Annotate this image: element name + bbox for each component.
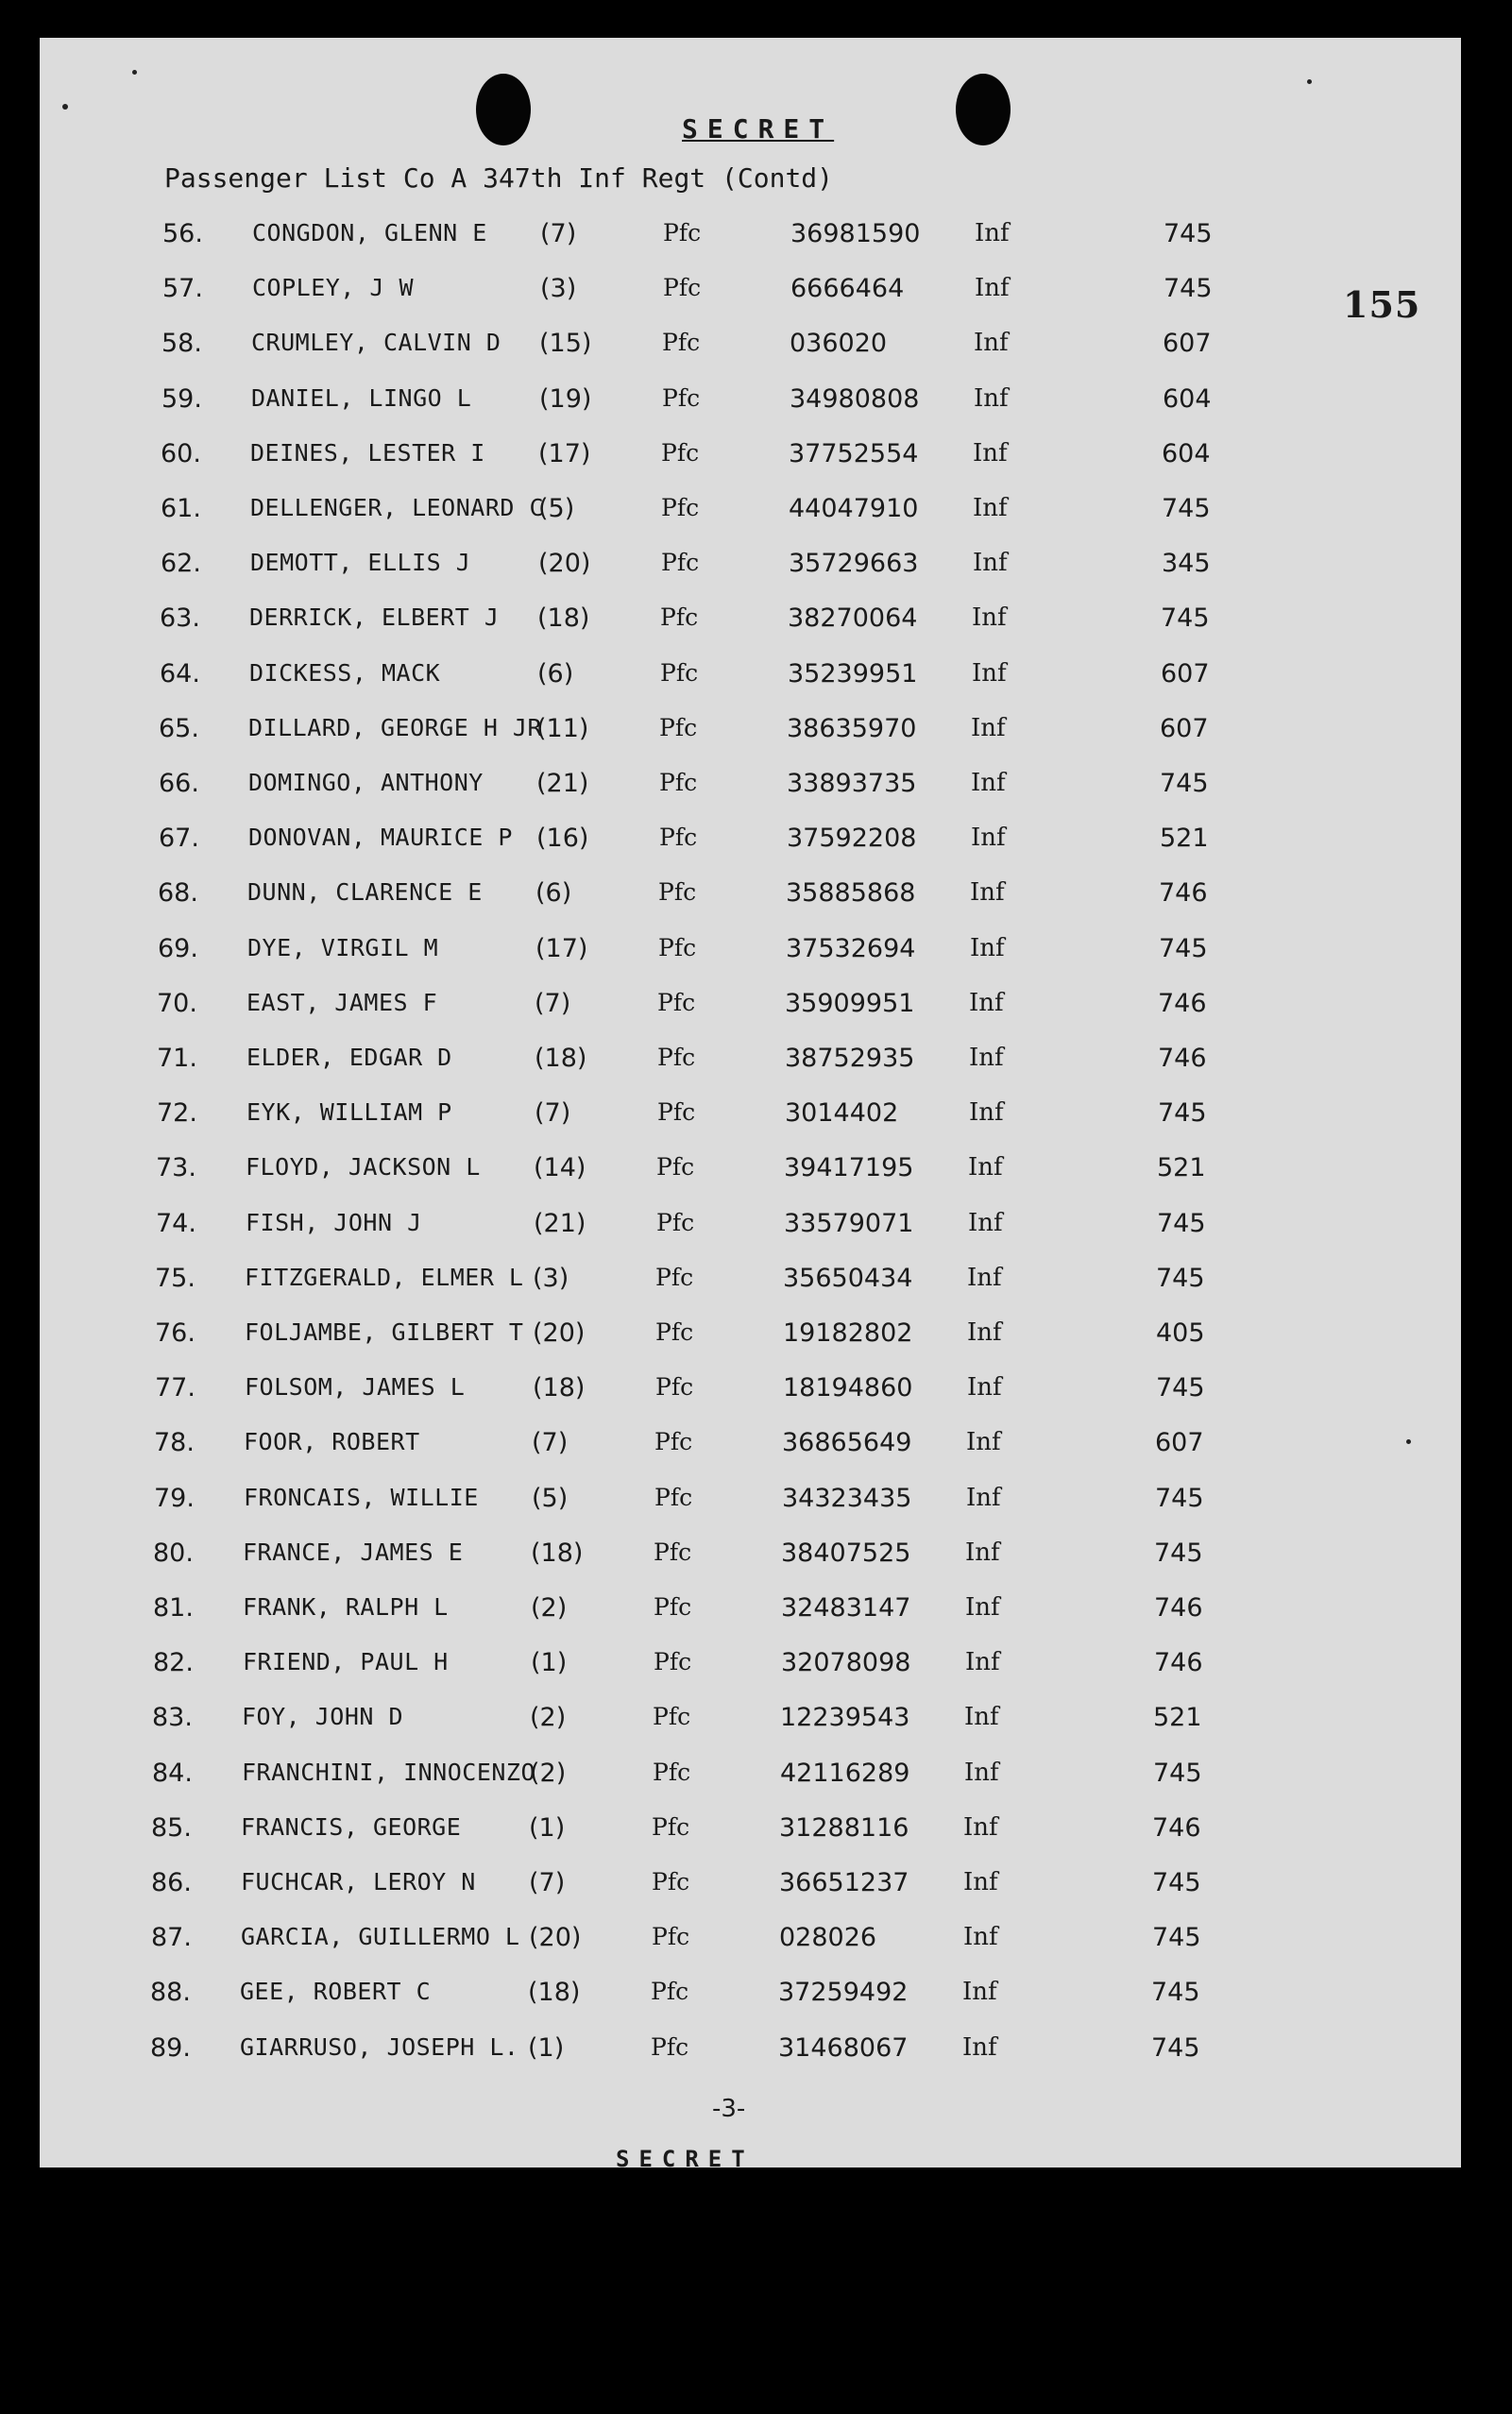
specialty-code: 607 xyxy=(1161,658,1210,688)
row-number: 80. xyxy=(153,1538,194,1568)
specialty-code: 405 xyxy=(1156,1318,1205,1348)
row-number: 61. xyxy=(161,494,201,523)
serial-number: 37532694 xyxy=(786,933,916,963)
branch: Inf xyxy=(973,494,1008,522)
branch: Inf xyxy=(968,1208,1003,1237)
specialty-code: 745 xyxy=(1162,494,1211,523)
row-number: 87. xyxy=(151,1923,192,1953)
serial-number: 33579071 xyxy=(784,1208,914,1238)
serial-number: 39417195 xyxy=(784,1153,914,1183)
rank: Pfc xyxy=(662,383,701,412)
passenger-name: CONGDON, GLENN E xyxy=(252,219,487,246)
specialty-code: 745 xyxy=(1156,1263,1205,1293)
serial-number: 37259492 xyxy=(778,1978,909,2008)
punch-hole-left xyxy=(476,74,531,145)
serial-number: 44047910 xyxy=(789,494,919,523)
specialty-code: 745 xyxy=(1155,1483,1204,1513)
branch: Inf xyxy=(969,988,1004,1017)
branch: Inf xyxy=(973,549,1008,578)
branch: Inf xyxy=(962,2032,997,2062)
row-number: 71. xyxy=(157,1044,197,1073)
group-number: (7) xyxy=(532,1428,569,1458)
passenger-name: DUNN, CLARENCE E xyxy=(247,878,483,907)
row-number: 66. xyxy=(159,769,199,798)
passenger-name: DERRICK, ELBERT J xyxy=(249,604,500,632)
specialty-code: 521 xyxy=(1153,1703,1202,1733)
passenger-name: FOY, JOHN D xyxy=(242,1703,404,1731)
row-number: 67. xyxy=(159,824,199,854)
row-number: 56. xyxy=(162,219,203,248)
row-number: 89. xyxy=(150,2032,191,2063)
group-number: (3) xyxy=(540,274,577,304)
specialty-code: 746 xyxy=(1159,878,1208,909)
row-number: 84. xyxy=(152,1758,193,1788)
rank: Pfc xyxy=(651,2032,689,2061)
branch: Inf xyxy=(964,1758,999,1787)
serial-number: 34323435 xyxy=(782,1483,912,1513)
row-number: 65. xyxy=(159,713,199,743)
branch: Inf xyxy=(975,274,1010,303)
specialty-code: 604 xyxy=(1163,383,1212,414)
row-number: 72. xyxy=(157,1098,197,1129)
serial-number: 12239543 xyxy=(780,1703,910,1733)
passenger-name: DONOVAN, MAURICE P xyxy=(248,824,513,852)
branch: Inf xyxy=(970,933,1005,962)
row-number: 86. xyxy=(151,1868,192,1897)
rank: Pfc xyxy=(655,1263,694,1291)
rank: Pfc xyxy=(657,1098,696,1127)
branch: Inf xyxy=(967,1318,1002,1347)
rank: Pfc xyxy=(657,988,696,1016)
group-number: (18) xyxy=(537,604,590,634)
specialty-code: 607 xyxy=(1163,329,1212,359)
rank: Pfc xyxy=(661,494,700,521)
rank: Pfc xyxy=(656,1153,695,1182)
rank: Pfc xyxy=(660,658,699,687)
passenger-name: COPLEY, J W xyxy=(252,274,415,302)
passenger-name: FLOYD, JACKSON L xyxy=(246,1153,481,1182)
branch: Inf xyxy=(969,1044,1004,1072)
group-number: (18) xyxy=(531,1538,584,1568)
group-number: (1) xyxy=(528,2032,565,2063)
passenger-name: DEMOTT, ELLIS J xyxy=(250,549,471,577)
specialty-code: 607 xyxy=(1155,1428,1204,1458)
document-page xyxy=(40,38,1461,2172)
branch: Inf xyxy=(973,438,1008,468)
specialty-code: 745 xyxy=(1152,1923,1201,1953)
document-title: Passenger List Co A 347th Inf Regt (Contd) xyxy=(164,162,834,194)
group-number: (6) xyxy=(537,658,574,688)
rank: Pfc xyxy=(654,1538,692,1566)
group-number: (18) xyxy=(533,1373,586,1403)
footer-classification: SECRET xyxy=(616,2146,755,2172)
speck xyxy=(1406,1439,1411,1444)
rank: Pfc xyxy=(660,604,699,632)
specialty-code: 745 xyxy=(1153,1758,1202,1788)
serial-number: 18194860 xyxy=(783,1373,913,1403)
branch: Inf xyxy=(975,219,1010,247)
row-number: 81. xyxy=(153,1593,194,1623)
rank: Pfc xyxy=(659,713,698,741)
specialty-code: 746 xyxy=(1154,1648,1203,1678)
serial-number: 42116289 xyxy=(780,1758,910,1788)
branch: Inf xyxy=(968,1153,1003,1182)
serial-number: 19182802 xyxy=(783,1318,913,1348)
branch: Inf xyxy=(974,329,1009,358)
branch: Inf xyxy=(965,1593,1000,1622)
group-number: (21) xyxy=(534,1208,586,1238)
serial-number: 35729663 xyxy=(789,549,919,579)
serial-number: 35909951 xyxy=(785,988,915,1018)
passenger-name: DYE, VIRGIL M xyxy=(247,933,439,961)
serial-number: 35885868 xyxy=(786,878,916,909)
rank: Pfc xyxy=(661,549,700,577)
serial-number: 31288116 xyxy=(779,1812,909,1843)
specialty-code: 745 xyxy=(1160,769,1209,798)
group-number: (1) xyxy=(529,1812,566,1843)
group-number: (20) xyxy=(529,1923,582,1953)
row-number: 76. xyxy=(155,1318,195,1348)
rank: Pfc xyxy=(663,274,702,302)
branch: Inf xyxy=(963,1812,998,1842)
branch: Inf xyxy=(966,1483,1001,1512)
branch: Inf xyxy=(963,1868,998,1896)
rank: Pfc xyxy=(654,1428,693,1456)
passenger-name: ELDER, EDGAR D xyxy=(246,1044,452,1071)
passenger-name: FRONCAIS, WILLIE xyxy=(244,1483,479,1511)
branch: Inf xyxy=(971,713,1006,742)
passenger-name: DILLARD, GEORGE H JR xyxy=(248,713,543,741)
serial-number: 3014402 xyxy=(785,1098,899,1129)
group-number: (17) xyxy=(538,438,591,468)
row-number: 62. xyxy=(161,549,201,579)
specialty-code: 345 xyxy=(1162,549,1211,579)
branch: Inf xyxy=(965,1538,1000,1567)
group-number: (16) xyxy=(536,824,589,854)
header-classification: SECRET xyxy=(682,113,835,144)
serial-number: 36865649 xyxy=(782,1428,912,1458)
branch: Inf xyxy=(962,1978,997,2007)
group-number: (1) xyxy=(531,1648,568,1678)
rank: Pfc xyxy=(655,1373,694,1402)
passenger-name: EAST, JAMES F xyxy=(246,988,438,1016)
branch: Inf xyxy=(972,658,1007,688)
passenger-name: FOLJAMBE, GILBERT T xyxy=(245,1318,524,1346)
passenger-name: FRANK, RALPH L xyxy=(243,1593,449,1621)
group-number: (5) xyxy=(538,494,575,523)
branch: Inf xyxy=(967,1263,1002,1292)
rank: Pfc xyxy=(659,769,698,796)
group-number: (19) xyxy=(539,383,592,414)
branch: Inf xyxy=(966,1428,1001,1457)
serial-number: 31468067 xyxy=(778,2032,909,2063)
page-number: -3- xyxy=(712,2095,746,2123)
rank: Pfc xyxy=(658,933,697,961)
passenger-name: FRANCHINI, INNOCENZO xyxy=(242,1758,536,1786)
passenger-name: FRIEND, PAUL H xyxy=(243,1648,449,1676)
passenger-name: DOMINGO, ANTHONY xyxy=(248,769,484,796)
rank: Pfc xyxy=(652,1923,690,1951)
rank: Pfc xyxy=(661,438,700,467)
branch: Inf xyxy=(971,769,1006,797)
passenger-name: FISH, JOHN J xyxy=(246,1208,422,1236)
row-number: 77. xyxy=(155,1373,195,1403)
specialty-code: 746 xyxy=(1154,1593,1203,1623)
row-number: 78. xyxy=(154,1428,195,1458)
passenger-name: EYK, WILLIAM P xyxy=(246,1098,452,1127)
serial-number: 32078098 xyxy=(781,1648,911,1678)
speck xyxy=(132,70,137,75)
row-number: 68. xyxy=(158,878,198,909)
group-number: (18) xyxy=(528,1978,581,2008)
passenger-name: FOOR, ROBERT xyxy=(244,1428,420,1456)
branch: Inf xyxy=(967,1373,1002,1402)
rank: Pfc xyxy=(652,1868,690,1896)
group-number: (20) xyxy=(533,1318,586,1348)
group-number: (15) xyxy=(539,329,592,359)
specialty-code: 745 xyxy=(1164,274,1213,304)
passenger-name: FRANCE, JAMES E xyxy=(243,1538,464,1566)
rank: Pfc xyxy=(657,1044,696,1071)
serial-number: 36651237 xyxy=(779,1868,909,1897)
branch: Inf xyxy=(969,1098,1004,1128)
rank: Pfc xyxy=(662,329,701,357)
specialty-code: 745 xyxy=(1152,1868,1201,1897)
rank: Pfc xyxy=(656,1208,695,1236)
row-number: 82. xyxy=(153,1648,194,1678)
specialty-code: 746 xyxy=(1158,1044,1207,1073)
passenger-name: GARCIA, GUILLERMO L xyxy=(241,1923,520,1951)
specialty-code: 745 xyxy=(1154,1538,1203,1568)
group-number: (17) xyxy=(535,933,588,963)
branch: Inf xyxy=(970,878,1005,908)
passenger-name: GIARRUSO, JOSEPH L. xyxy=(240,2032,519,2061)
page-stamp-number: 155 xyxy=(1343,283,1421,326)
serial-number: 38270064 xyxy=(788,604,918,634)
serial-number: 37592208 xyxy=(787,824,917,854)
specialty-code: 745 xyxy=(1158,1098,1207,1129)
rank: Pfc xyxy=(654,1648,692,1676)
rank: Pfc xyxy=(659,824,698,852)
group-number: (2) xyxy=(530,1703,567,1733)
group-number: (14) xyxy=(534,1153,586,1183)
row-number: 57. xyxy=(162,274,203,304)
branch: Inf xyxy=(963,1923,998,1952)
branch: Inf xyxy=(971,824,1006,853)
row-number: 64. xyxy=(160,658,200,688)
row-number: 69. xyxy=(158,933,198,963)
rank: Pfc xyxy=(654,1593,692,1621)
specialty-code: 745 xyxy=(1151,1978,1200,2008)
row-number: 58. xyxy=(161,329,202,359)
group-number: (2) xyxy=(531,1593,568,1623)
row-number: 88. xyxy=(150,1978,191,2008)
specialty-code: 745 xyxy=(1157,1208,1206,1238)
serial-number: 37752554 xyxy=(789,438,919,468)
group-number: (6) xyxy=(535,878,572,909)
serial-number: 036020 xyxy=(790,329,888,359)
punch-hole-right xyxy=(956,74,1011,145)
group-number: (21) xyxy=(536,769,589,798)
row-number: 59. xyxy=(161,383,202,414)
serial-number: 32483147 xyxy=(781,1593,911,1623)
specialty-code: 746 xyxy=(1152,1812,1201,1843)
group-number: (3) xyxy=(533,1263,569,1293)
specialty-code: 604 xyxy=(1162,438,1211,468)
branch: Inf xyxy=(974,383,1009,413)
rank: Pfc xyxy=(658,878,697,907)
group-number: (18) xyxy=(535,1044,587,1073)
group-number: (7) xyxy=(540,219,577,248)
branch: Inf xyxy=(972,604,1007,633)
specialty-code: 745 xyxy=(1161,604,1210,634)
rank: Pfc xyxy=(653,1758,691,1786)
row-number: 85. xyxy=(151,1812,192,1843)
group-number: (7) xyxy=(535,988,571,1018)
branch: Inf xyxy=(965,1648,1000,1677)
specialty-code: 745 xyxy=(1159,933,1208,963)
passenger-name: FOLSOM, JAMES L xyxy=(245,1373,466,1402)
group-number: (2) xyxy=(530,1758,567,1788)
specialty-code: 745 xyxy=(1151,2032,1200,2063)
passenger-name: FITZGERALD, ELMER L xyxy=(245,1263,524,1291)
passenger-name: FRANCIS, GEORGE xyxy=(241,1812,462,1841)
rank: Pfc xyxy=(652,1812,690,1841)
specialty-code: 746 xyxy=(1158,988,1207,1018)
row-number: 60. xyxy=(161,438,201,468)
row-number: 74. xyxy=(156,1208,196,1238)
passenger-name: DEINES, LESTER I xyxy=(250,438,485,467)
specialty-code: 607 xyxy=(1160,713,1209,743)
passenger-name: GEE, ROBERT C xyxy=(240,1978,432,2006)
specialty-code: 745 xyxy=(1156,1373,1205,1403)
passenger-name: DANIEL, LINGO L xyxy=(251,383,472,412)
serial-number: 38752935 xyxy=(785,1044,915,1073)
rank: Pfc xyxy=(651,1978,689,2006)
group-number: (7) xyxy=(535,1098,571,1129)
serial-number: 35239951 xyxy=(788,658,918,688)
group-number: (20) xyxy=(538,549,591,579)
group-number: (5) xyxy=(532,1483,569,1513)
passenger-name: CRUMLEY, CALVIN D xyxy=(251,329,501,357)
serial-number: 35650434 xyxy=(783,1263,913,1293)
serial-number: 028026 xyxy=(779,1923,877,1953)
passenger-name: DICKESS, MACK xyxy=(249,658,441,687)
row-number: 75. xyxy=(155,1263,195,1293)
row-number: 63. xyxy=(160,604,200,634)
passenger-name: DELLENGER, LEONARD C xyxy=(250,494,545,521)
serial-number: 38407525 xyxy=(781,1538,911,1568)
rank: Pfc xyxy=(653,1703,691,1731)
passenger-name: FUCHCAR, LEROY N xyxy=(241,1868,476,1896)
group-number: (7) xyxy=(529,1868,566,1897)
serial-number: 36981590 xyxy=(790,219,921,248)
speck xyxy=(62,104,68,110)
specialty-code: 521 xyxy=(1160,824,1209,854)
specialty-code: 745 xyxy=(1164,219,1213,248)
rank: Pfc xyxy=(654,1483,693,1511)
row-number: 79. xyxy=(154,1483,195,1513)
rank: Pfc xyxy=(663,219,702,246)
row-number: 83. xyxy=(152,1703,193,1733)
row-number: 70. xyxy=(157,988,197,1018)
serial-number: 33893735 xyxy=(787,769,917,798)
serial-number: 34980808 xyxy=(790,383,920,414)
speck xyxy=(1307,79,1312,84)
specialty-code: 521 xyxy=(1157,1153,1206,1183)
serial-number: 6666464 xyxy=(790,274,905,304)
row-number: 73. xyxy=(156,1153,196,1183)
serial-number: 38635970 xyxy=(787,713,917,743)
group-number: (11) xyxy=(536,713,589,743)
branch: Inf xyxy=(964,1703,999,1732)
rank: Pfc xyxy=(655,1318,694,1346)
